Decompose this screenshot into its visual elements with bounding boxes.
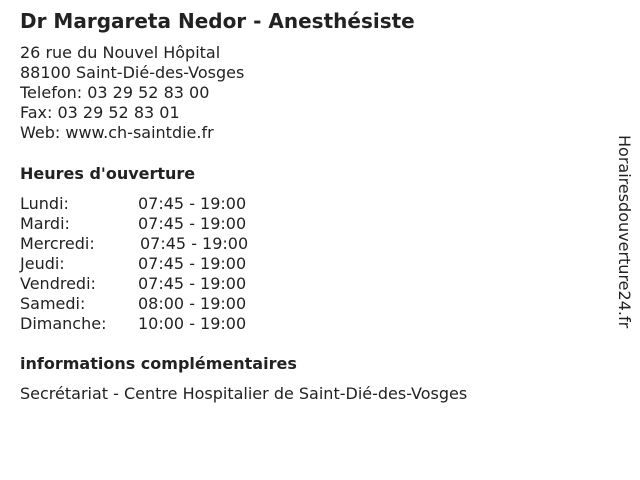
time-range: 07:45 - 19:00	[138, 254, 247, 273]
page-title: Dr Margareta Nedor - Anesthésiste	[20, 9, 415, 33]
time-range: 07:45 - 19:00	[140, 234, 249, 253]
address-block	[20, 43, 244, 143]
day-label: Lundi:	[20, 194, 69, 213]
phone-number: Telefon: 03 29 52 83 00	[20, 83, 210, 102]
time-range: 08:00 - 19:00	[138, 294, 247, 313]
time-range: 07:45 - 19:00	[138, 274, 247, 293]
info-text: Secrétariat - Centre Hospitalier de Saint-Dié-des-Vosges	[20, 384, 468, 403]
info-heading: informations complémentaires	[20, 354, 297, 373]
watermark: Horairesdouverture24.fr	[615, 135, 634, 329]
street-address: 26 rue du Nouvel Hôpital	[20, 43, 221, 62]
day-label: Mercredi:	[20, 234, 95, 253]
day-label: Jeudi:	[20, 254, 65, 273]
time-range: 07:45 - 19:00	[138, 214, 247, 233]
city-address: 88100 Saint-Dié-des-Vosges	[20, 63, 245, 82]
day-label: Samedi:	[20, 294, 86, 313]
fax-number: Fax: 03 29 52 83 01	[20, 103, 180, 122]
website: Web: www.ch-saintdie.fr	[20, 123, 214, 142]
time-range: 07:45 - 19:00	[138, 194, 247, 213]
day-label: Mardi:	[20, 214, 70, 233]
day-label: Dimanche:	[20, 314, 107, 333]
time-range: 10:00 - 19:00	[138, 314, 247, 333]
hours-heading: Heures d'ouverture	[20, 164, 196, 183]
day-label: Vendredi:	[20, 274, 96, 293]
